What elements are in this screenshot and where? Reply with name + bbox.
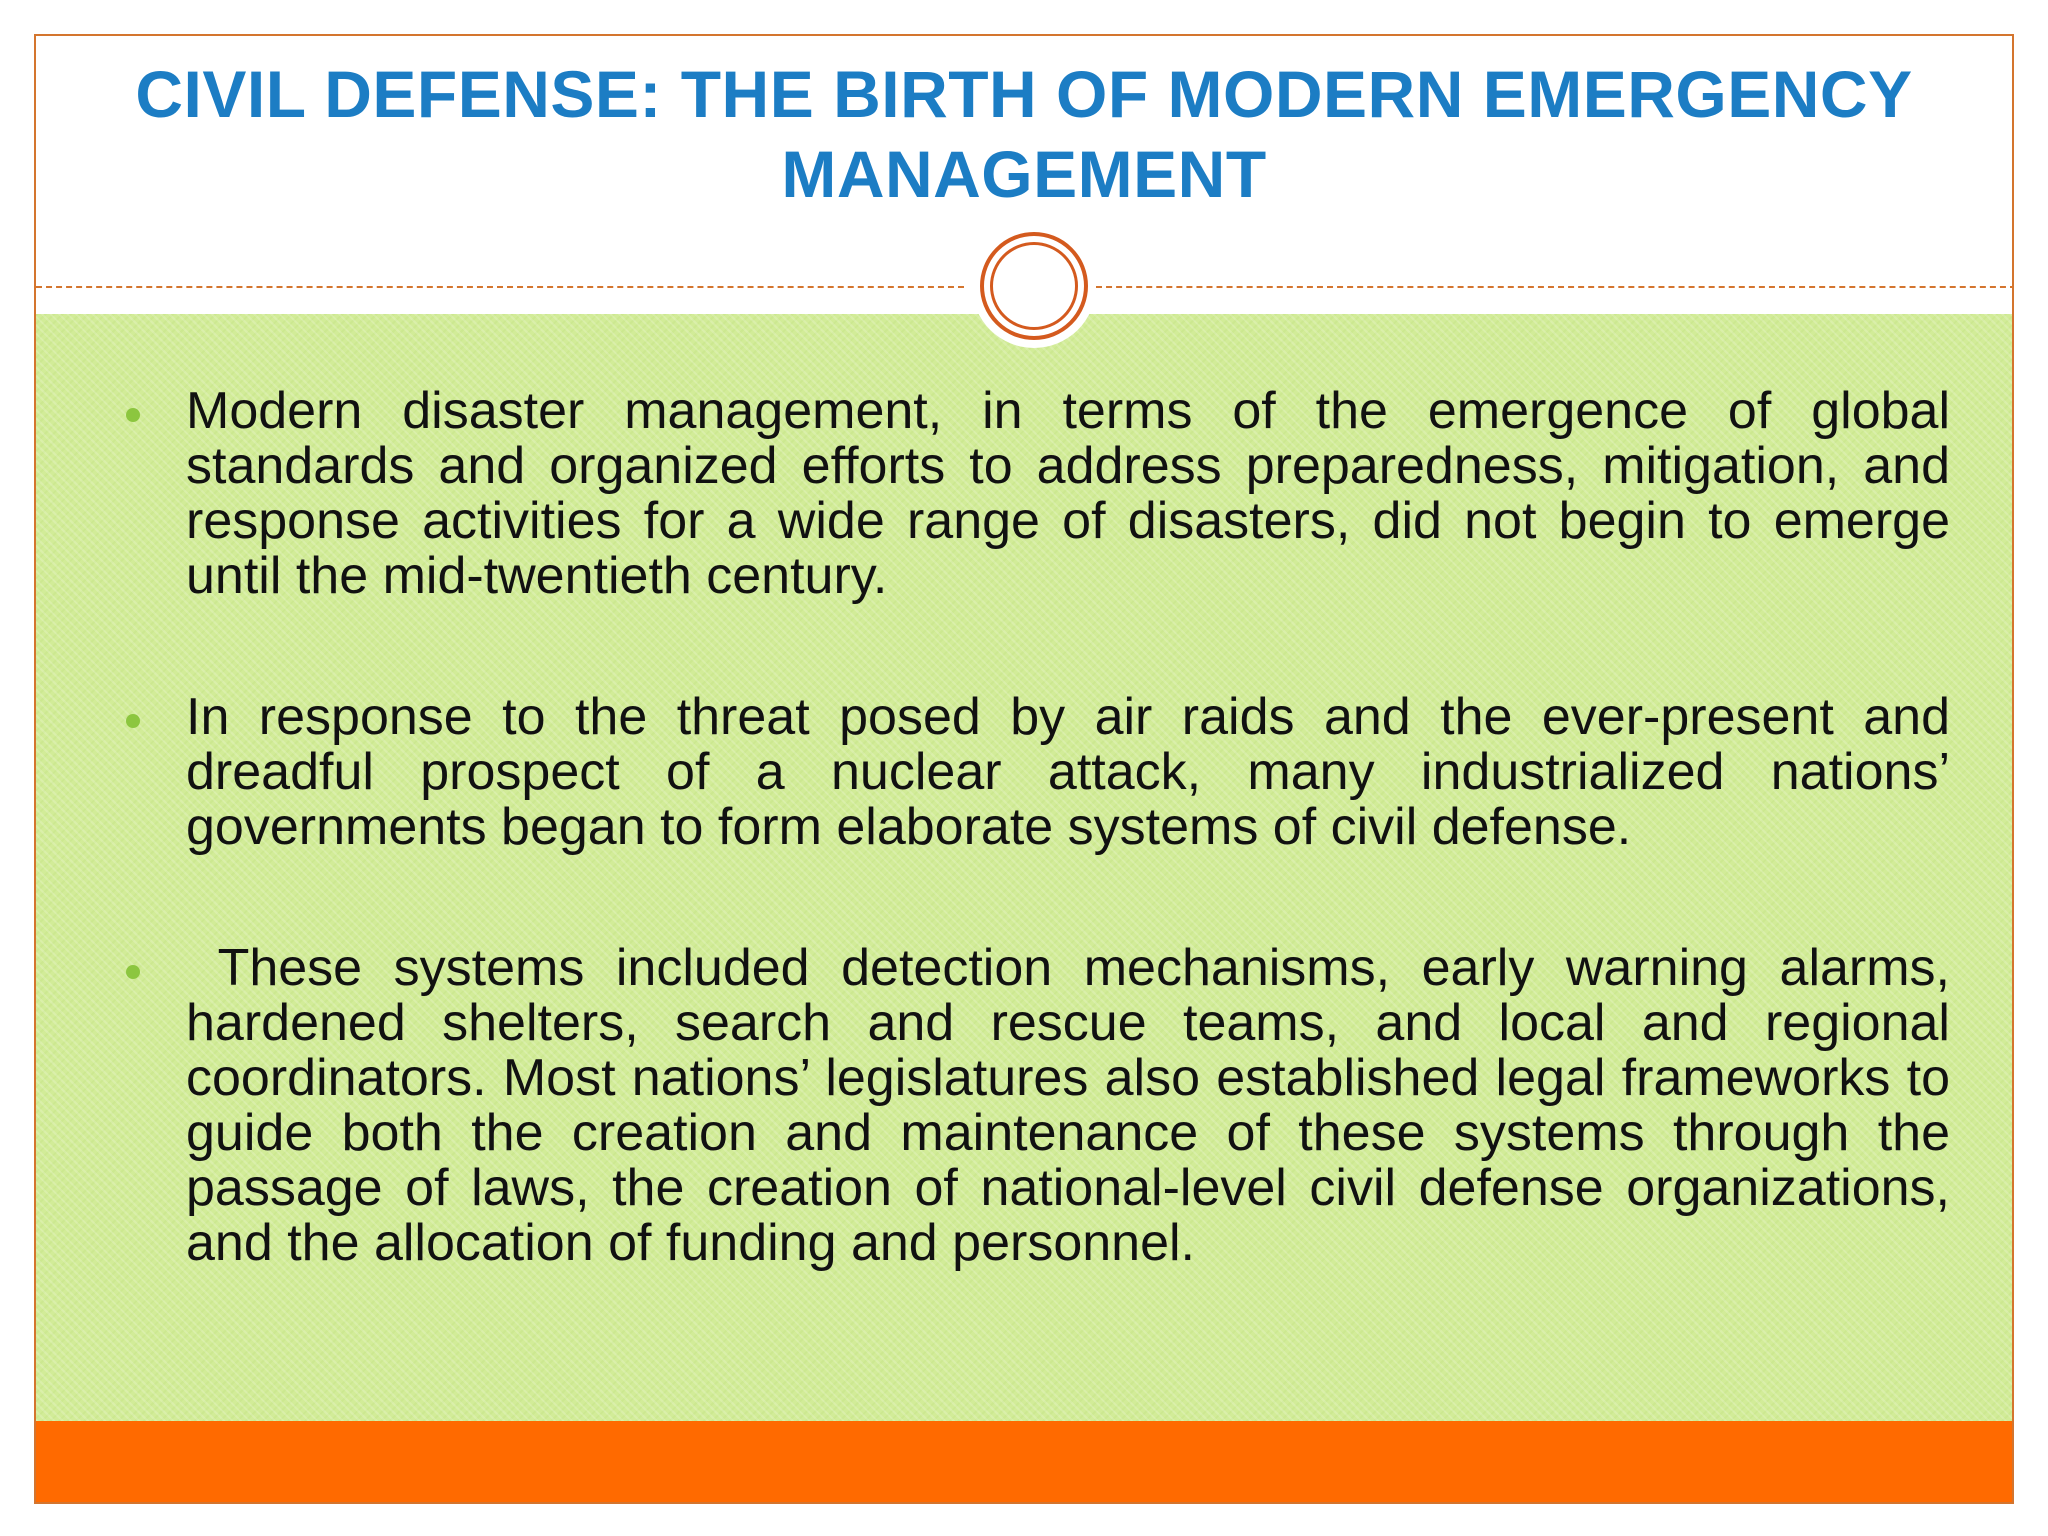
circle-ring-inner: [990, 242, 1078, 330]
bullet-icon: [126, 714, 140, 728]
bullet-text: Modern disaster management, in terms of the emergence of global standards and organized efforts to address preparedness, mitigation, and response activities for a wide range of disasters, did not begin to emerge until the mid-twentieth century.: [186, 382, 1950, 605]
slide: [34, 34, 2014, 1504]
list-item: [96, 384, 1950, 604]
bullet-icon: [126, 965, 140, 979]
list-item: [96, 939, 1965, 1272]
bullet-text: These systems included detection mechanisms, early warning alarms, hardened shelters, search and rescue teams, and local and regional coordinators. Most nations’ legislatures also established legal frameworks to guide both the creation and maintenance of these systems through the passage of laws, the creation of national-level civil defense organizations, and the allocation of funding and personnel.: [186, 939, 1965, 1272]
divider-line-right: [1096, 286, 2014, 288]
bullet-icon: [126, 408, 140, 422]
slide-title: CIVIL DEFENSE: THE BIRTH OF MODERN EMERGENCY MANAGEMENT: [135, 57, 1913, 211]
bullet-text: In response to the threat posed by air raids and the ever-present and dreadful prospect of a nuclear attack, many industrialized nations’ governments began to form elaborate systems of civil defense.: [186, 688, 1950, 856]
content-area: [36, 314, 2012, 1421]
footer-bar: [36, 1421, 2012, 1502]
divider-line-left: [36, 286, 964, 288]
list-item: [96, 690, 1950, 855]
double-ring-circle-icon: [980, 232, 1088, 340]
bullet-list: [96, 382, 1965, 1357]
